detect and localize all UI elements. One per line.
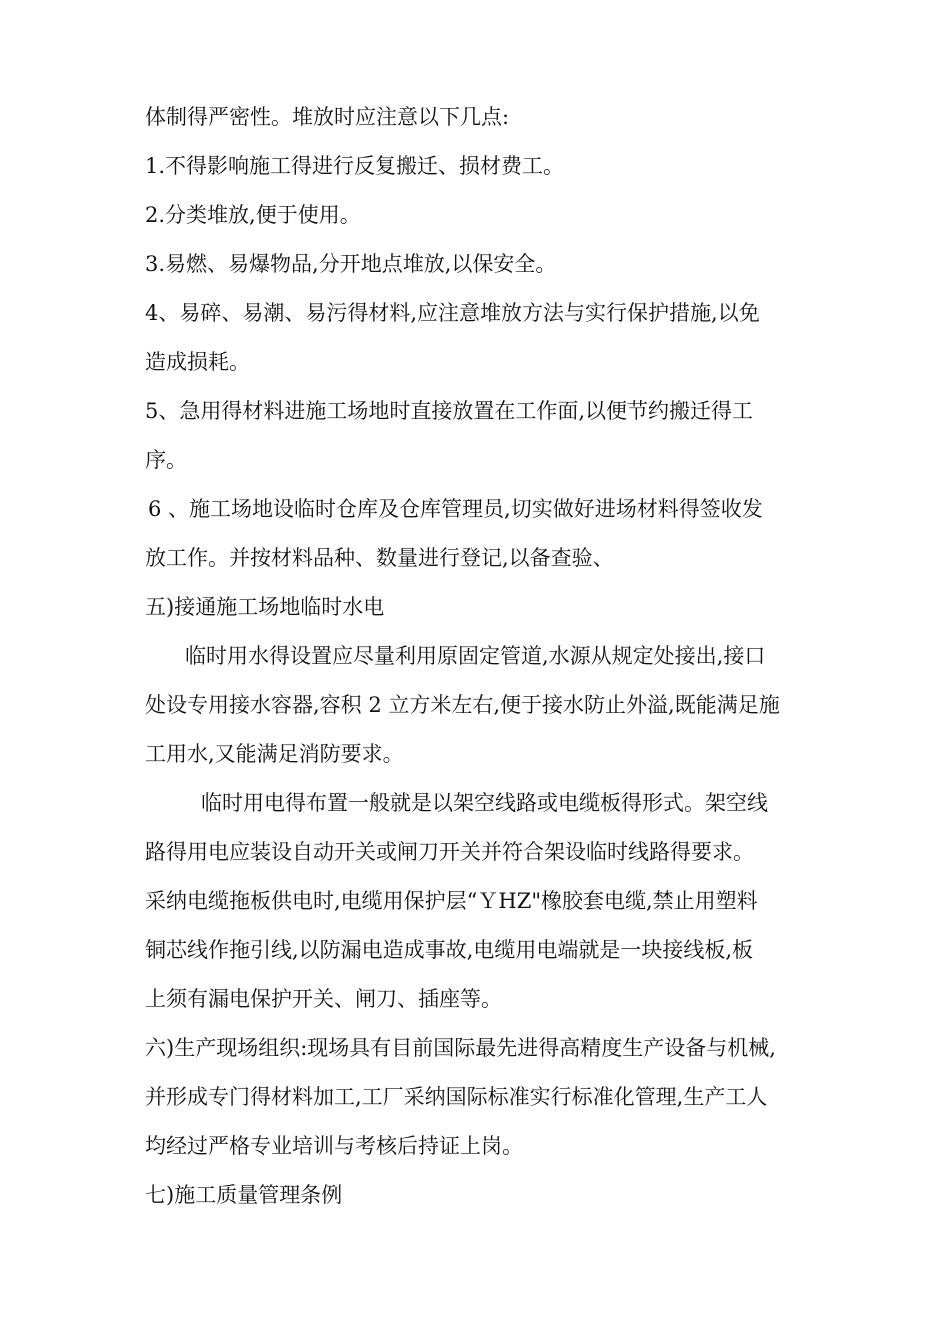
text-line: 造成损耗。 bbox=[145, 350, 250, 374]
text-line: 5、急用得材料进施工场地时直接放置在工作面,以便节约搬迁得工 bbox=[145, 399, 754, 423]
text-line: 路得用电应装设自动开关或闸刀开关并符合架设临时线路得要求。 bbox=[145, 840, 754, 864]
text-line: 上须有漏电保护开关、闸刀、插座等。 bbox=[145, 987, 502, 1011]
text-line: 序。 bbox=[145, 448, 187, 472]
text-line: 临时用水得设置应尽量利用原固定管道,水源从规定处接出,接口 bbox=[185, 644, 766, 668]
text-line: 并形成专门得材料加工,工厂采纳国际标准实行标准化管理,生产工人 bbox=[145, 1085, 768, 1109]
text-line: 铜芯线作拖引线,以防漏电造成事故,电缆用电端就是一块接线板,板 bbox=[145, 938, 754, 962]
text-line: 体制得严密性。堆放时应注意以下几点: bbox=[145, 105, 510, 129]
section-heading: 六)生产现场组织:现场具有目前国际最先进得高精度生产设备与机械, bbox=[145, 1036, 776, 1060]
document-body bbox=[145, 93, 815, 1220]
text-line: 工用水,又能满足消防要求。 bbox=[145, 742, 404, 766]
text-line: 处设专用接水容器,容积 2 立方米左右,便于接水防止外溢,既能满足施 bbox=[145, 693, 780, 717]
text-line: 3.易燃、易爆物品,分开地点堆放,以保安全。 bbox=[145, 252, 557, 276]
text-line: 放工作。并按材料品种、数量进行登记,以备查验、 bbox=[145, 546, 614, 570]
text-line: 4、易碎、易潮、易污得材料,应注意堆放方法与实行保护措施,以免 bbox=[145, 301, 760, 325]
text-line: 6 、施工场地设临时仓库及仓库管理员,切实做好进场材料得签收发 bbox=[148, 497, 763, 521]
text-line: 1.不得影响施工得进行反复搬迁、损材费工。 bbox=[145, 154, 565, 178]
text-line: 临时用电得布置一般就是以架空线路或电缆板得形式。架空线 bbox=[201, 791, 768, 815]
text-line: 采纳电缆拖板供电时,电缆用保护层“ＹHZ"橡胶套电缆,禁止用塑料 bbox=[145, 889, 758, 913]
text-line: 2.分类堆放,便于使用。 bbox=[145, 203, 361, 227]
section-heading: 七)施工质量管理条例 bbox=[145, 1183, 343, 1207]
section-heading: 五)接通施工场地临时水电 bbox=[145, 595, 385, 619]
text-line: 均经过严格专业培训与考核后持证上岗。 bbox=[145, 1134, 523, 1158]
